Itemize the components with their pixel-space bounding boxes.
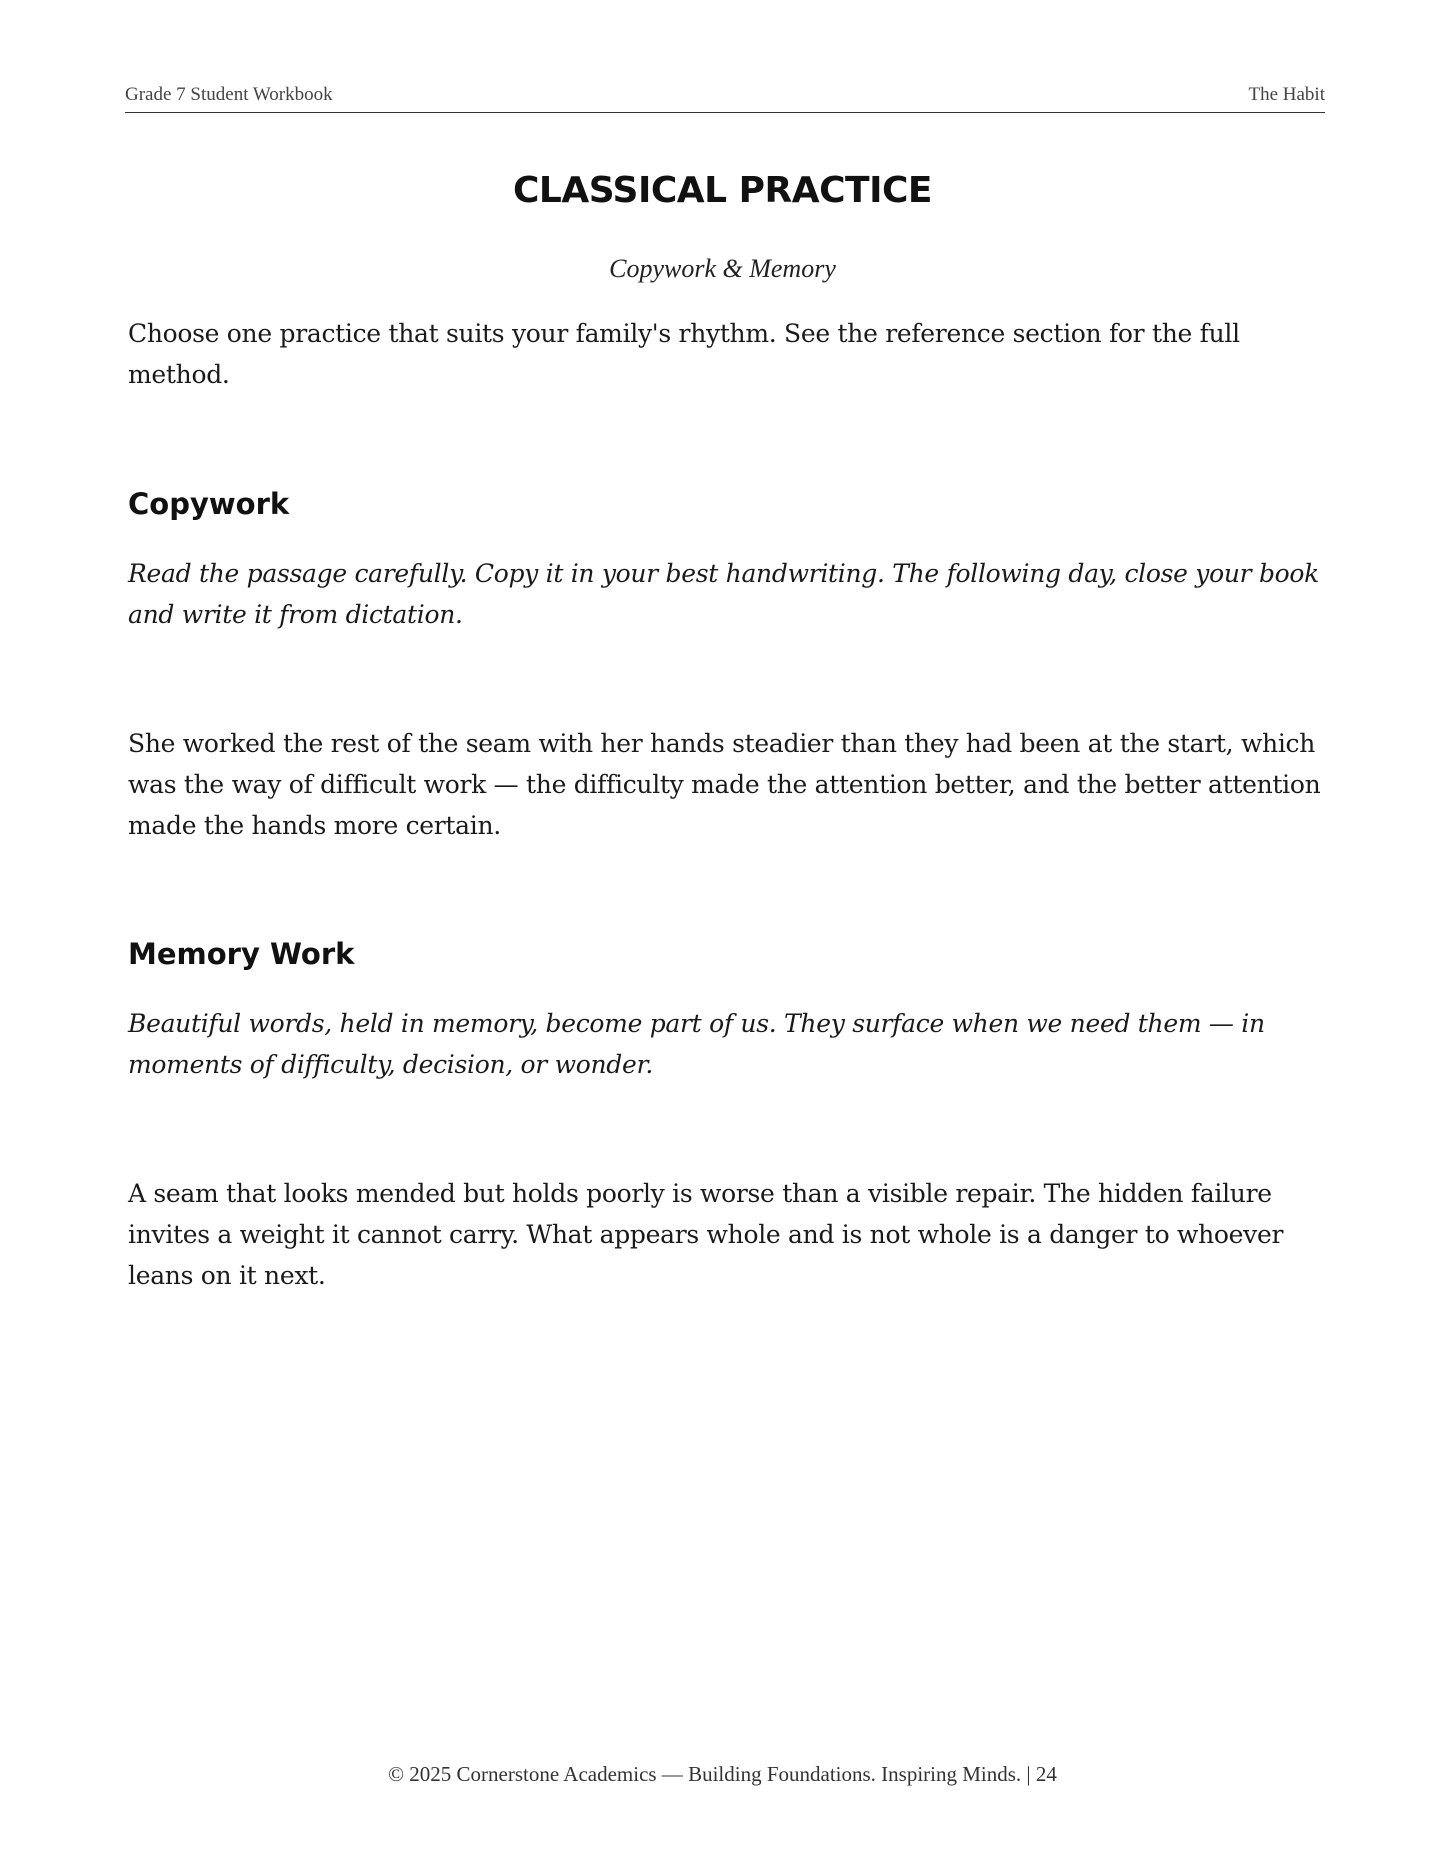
page-subtitle: Copywork & Memory (609, 254, 836, 283)
memory-work-instruction: Beautiful words, held in memory, become part of us. They surface when we need them — in moments of difficulty, decision, or wonder. (128, 1009, 1265, 1079)
header-chapter-title: The Habit (1248, 84, 1325, 105)
page-title: CLASSICAL PRACTICE (513, 170, 932, 211)
section-heading-copywork: Copywork (128, 487, 290, 521)
copywork-passage: She worked the rest of the seam with her hands steadier than they had been at the start, which was the way of difficult work — the difficulty made the attention better, and the better attention made the hands more certain. (128, 729, 1321, 840)
section-heading-memory-work: Memory Work (128, 937, 355, 971)
copywork-instruction: Read the passage carefully. Copy it in your best handwriting. The following day, close your book and write it from dictation. (128, 559, 1320, 629)
running-header (125, 84, 1325, 113)
header-book-title: Grade 7 Student Workbook (125, 84, 333, 105)
page-footer: © 2025 Cornerstone Academics — Building Foundations. Inspiring Minds. | 24 (388, 1762, 1057, 1786)
intro-paragraph: Choose one practice that suits your family's rhythm. See the reference section for the full method. (128, 319, 1240, 389)
memory-work-passage: A seam that looks mended but holds poorly is worse than a visible repair. The hidden failure invites a weight it cannot carry. What appears whole and is not whole is a danger to whoever leans on it next. (128, 1179, 1284, 1290)
